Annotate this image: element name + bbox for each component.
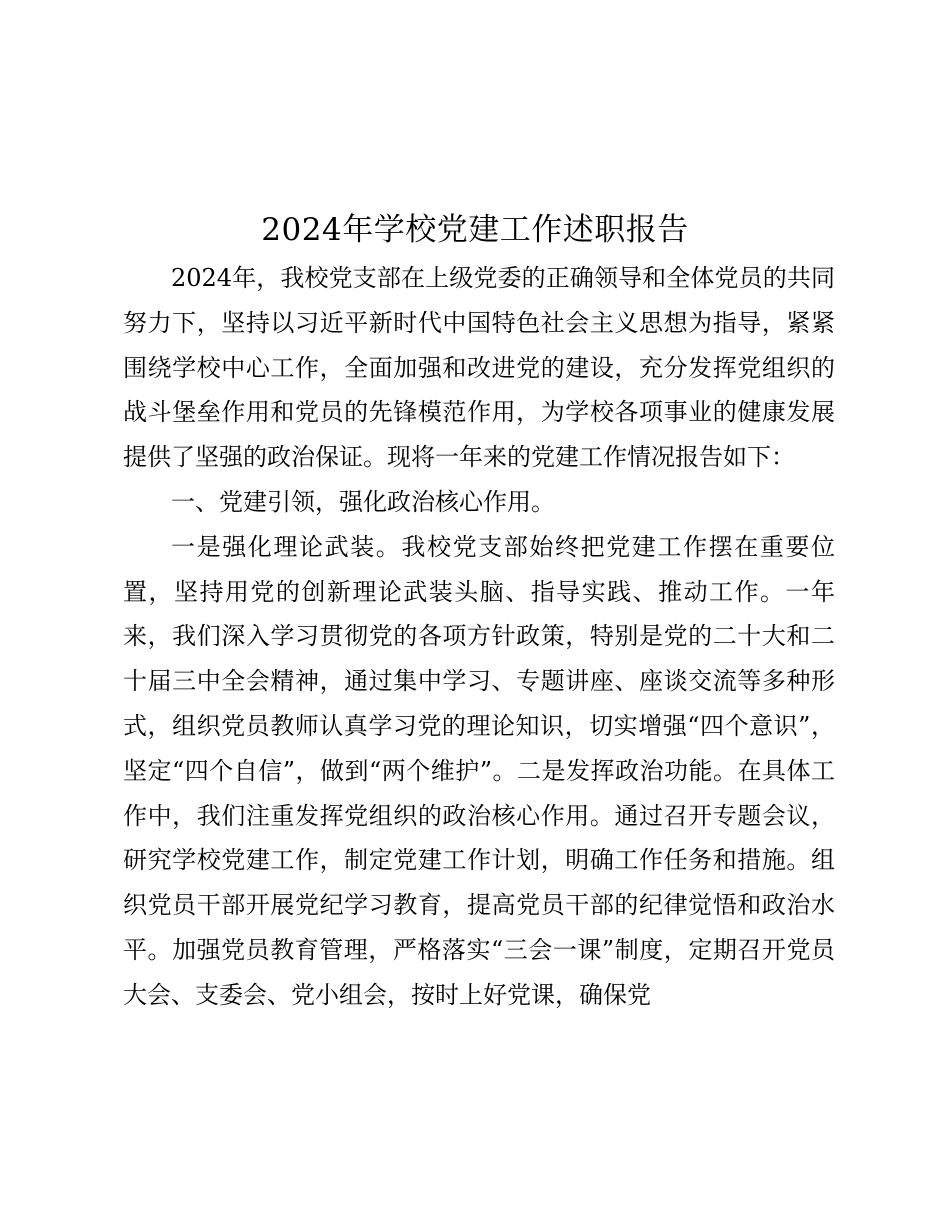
document-title: 2024年学校党建工作述职报告 xyxy=(261,212,689,248)
document-body xyxy=(123,256,835,1018)
section-heading-1: 一、党建引领，强化政治核心作用。 xyxy=(171,487,555,516)
section-1-paragraph: 一是强化理论武装。我校党支部始终把党建工作摆在重要位置，坚持用党的创新理论武装头脑、指导实践、推动工作。一年来，我们深入学习贯彻党的各项方针政策，特别是党的二十大和二十届三中全会精神，通过集中学习、专题讲座、座谈交流等多种形式，组织党员教师认真学习党的理论知识，切实增强“四个意识”，坚定“四个自信”，做到“两个维护”。二是发挥政治功能。在具体工作中，我们注重发挥党组织的政治核心作用。通过召开专题会议，研究学校党建工作，制定党建工作计划，明确工作任务和措施。组织党员干部开展党纪学习教育，提高党员干部的纪律觉悟和政治水平。加强党员教育管理，严格落实“三会一课”制度，定期召开党员大会、支委会、党小组会，按时上好党课，确保党 xyxy=(123,532,835,1009)
intro-paragraph: 2024年，我校党支部在上级党委的正确领导和全体党员的共同努力下，坚持以习近平新时代中国特色社会主义思想为指导，紧紧围绕学校中心工作，全面加强和改进党的建设，充分发挥党组织的战斗堡垒作用和党员的先锋模范作用，为学校各项事业的健康发展提供了坚强的政治保证。现将一年来的党建工作情况报告如下： xyxy=(123,264,835,472)
